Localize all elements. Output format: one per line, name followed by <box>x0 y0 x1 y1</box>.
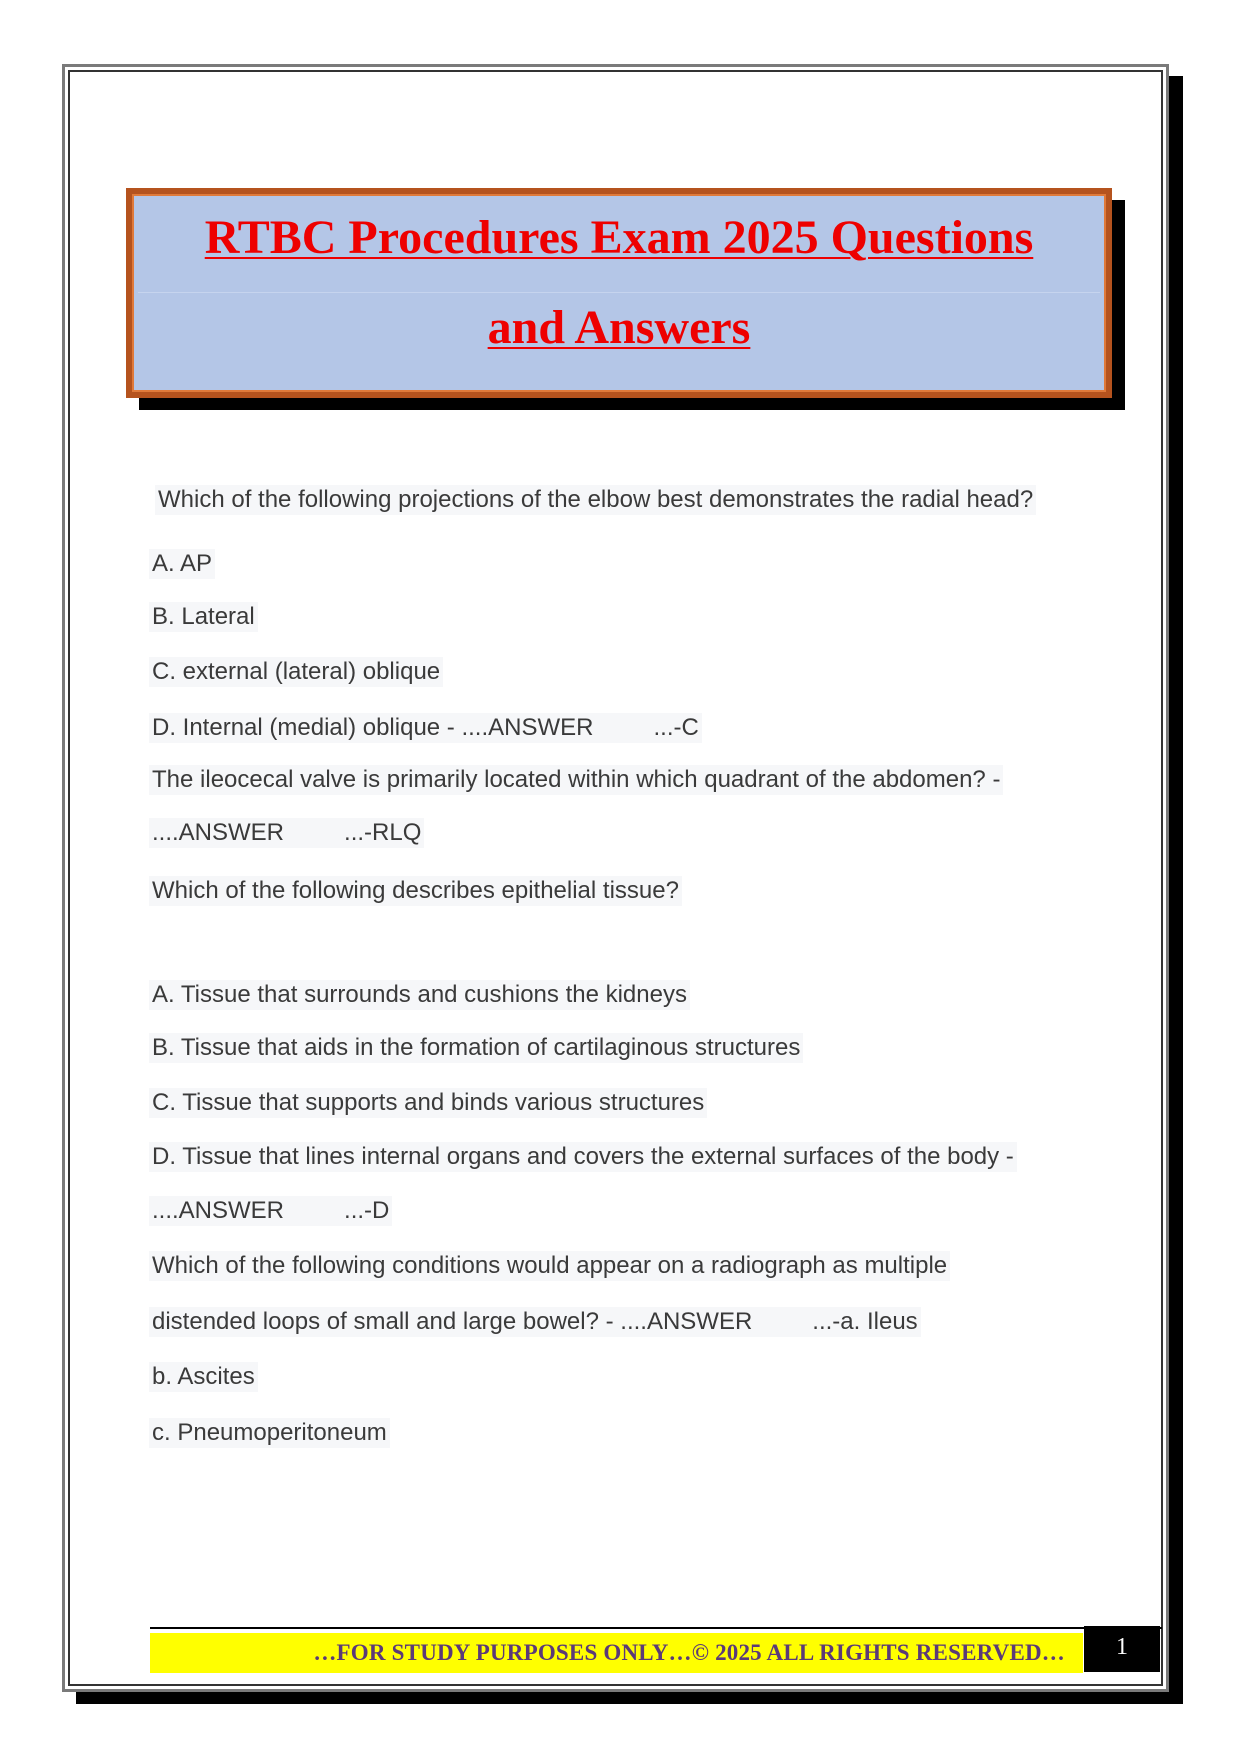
title-box <box>126 188 1112 398</box>
question-2-answer: ....ANSWER ...-RLQ <box>149 818 424 848</box>
title-line-1: RTBC Procedures Exam 2025 Questions <box>204 211 1034 264</box>
question-1-text: Which of the following projections of the elbow best demonstrates the radial head? <box>155 485 1036 515</box>
question-3-option-a: A. Tissue that surrounds and cushions the kidneys <box>149 980 690 1010</box>
page-number: 1 <box>1084 1626 1160 1672</box>
question-4-option-c: c. Pneumoperitoneum <box>149 1418 390 1448</box>
question-4-text-line-1: Which of the following conditions would appear on a radiograph as multiple <box>149 1251 950 1281</box>
question-1-option-b: B. Lateral <box>149 602 258 632</box>
question-4-option-b: b. Ascites <box>149 1362 258 1392</box>
footer-text: …FOR STUDY PURPOSES ONLY…© 2025 ALL RIGHTS RESERVED… <box>313 1640 1065 1665</box>
question-4-text-line-2-answer: distended loops of small and large bowel? - ....ANSWER ...-a. Ileus <box>149 1307 921 1337</box>
question-2-text: The ileocecal valve is primarily located within which quadrant of the abdomen? - <box>149 765 1003 795</box>
question-3-answer: ....ANSWER ...-D <box>149 1196 392 1226</box>
question-1-option-d-answer: D. Internal (medial) oblique - ....ANSWER ...-C <box>149 713 702 743</box>
title-divider <box>138 292 1100 293</box>
question-1-option-c: C. external (lateral) oblique <box>149 657 443 687</box>
question-3-option-b: B. Tissue that aids in the formation of cartilaginous structures <box>149 1033 803 1063</box>
footer-bar <box>150 1633 1083 1673</box>
question-3-option-d: D. Tissue that lines internal organs and covers the external surfaces of the body - <box>149 1142 1017 1172</box>
question-1-option-a: A. AP <box>149 549 215 579</box>
footer-rule <box>150 1627 1162 1629</box>
question-3-text: Which of the following describes epithelial tissue? <box>149 876 682 906</box>
title-line-2: and Answers <box>487 301 751 354</box>
question-3-option-c: C. Tissue that supports and binds various structures <box>149 1088 707 1118</box>
